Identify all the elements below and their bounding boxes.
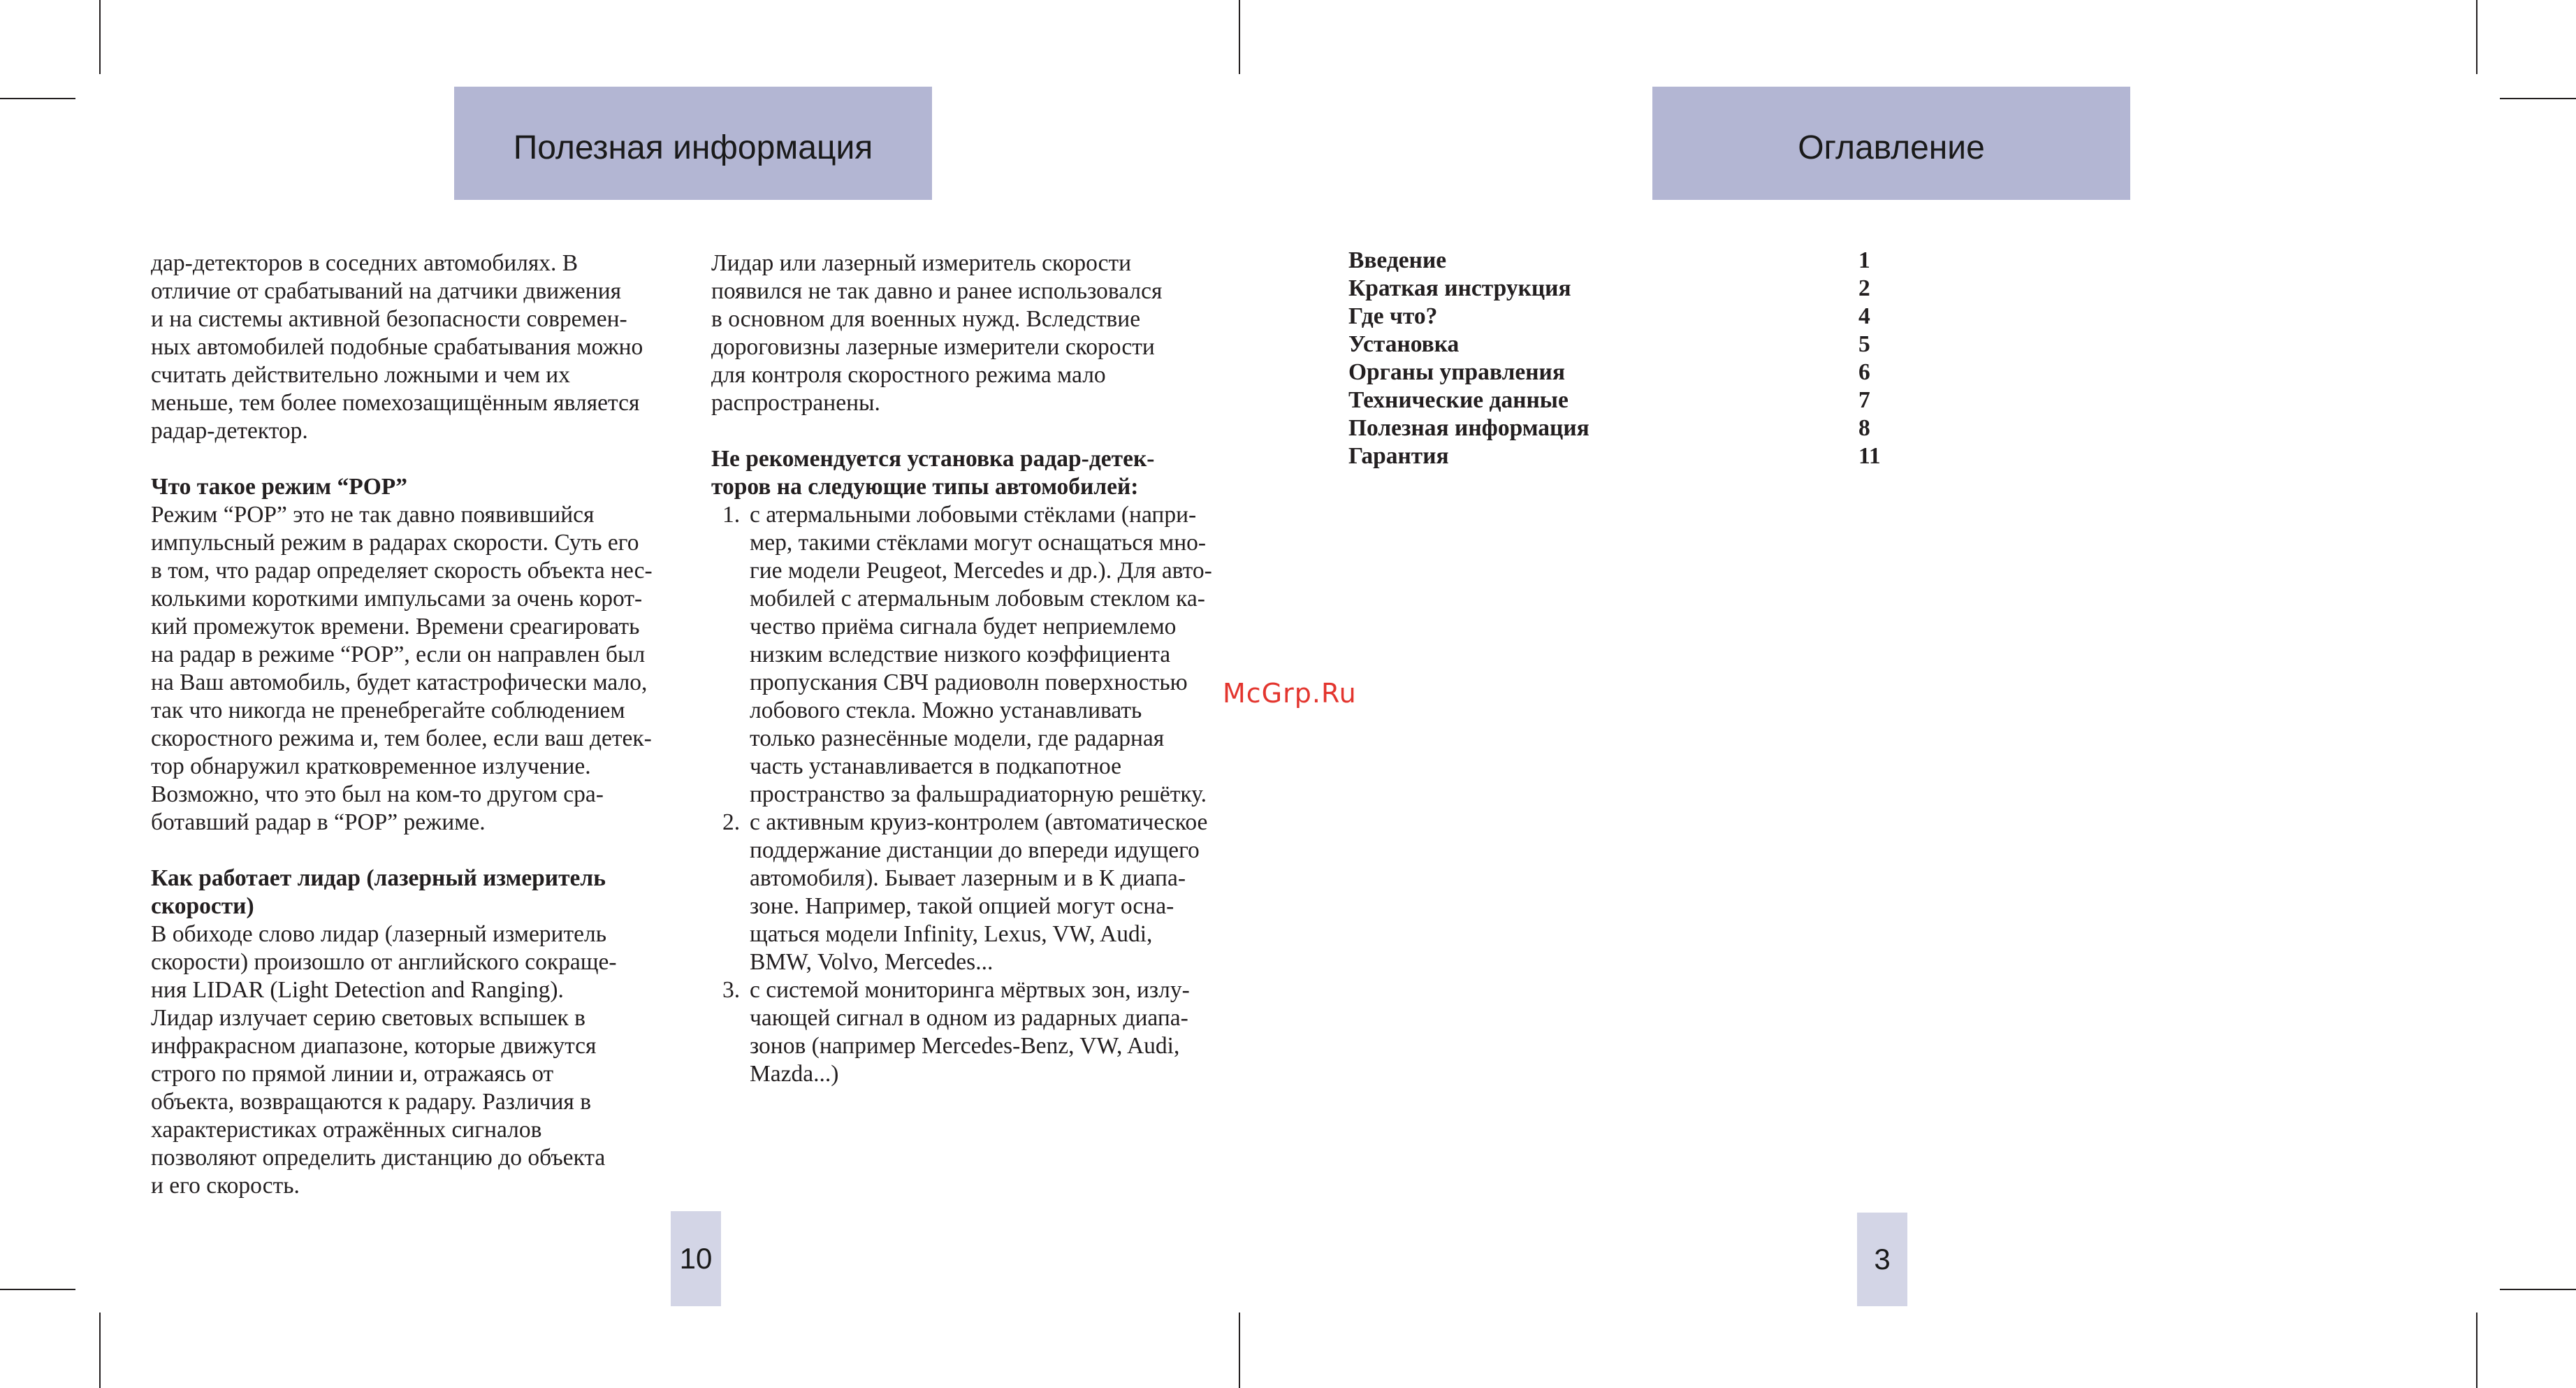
page-number-right (1857, 1213, 1907, 1306)
crop-mark (0, 98, 75, 99)
body-text-line: дороговизны лазерные измерители скорости (711, 334, 1155, 360)
list-item-line: Mazda...) (750, 1061, 839, 1087)
list-item-line: с активным круиз-контролем (автоматическое (750, 809, 1208, 835)
body-text-line: считать действительно ложными и чем их (151, 362, 570, 388)
section-header-title: Полезная информация (513, 129, 873, 166)
toc-entry-title: Органы управления (1348, 359, 1565, 385)
body-text-line: кий промежуток времени. Времени среагировать (151, 614, 640, 639)
list-item-line: мер, такими стёклами могут оснащаться мно- (750, 530, 1207, 556)
crop-mark (99, 0, 101, 74)
body-text-line: ботавший радар в “POP” режиме. (151, 809, 486, 835)
table-of-contents (1348, 247, 1907, 470)
body-text-line: и его скорость. (151, 1173, 300, 1199)
body-text-line: на Ваш автомобиль, будет катастрофически мало, (151, 670, 648, 695)
toc-entry-page: 11 (1858, 443, 1881, 469)
toc-entry (1348, 247, 1907, 275)
body-text-line: В обиходе слово лидар (лазерный измеритель (151, 921, 606, 947)
list-item-number: 1. (722, 502, 741, 528)
crop-mark (2476, 1313, 2477, 1388)
toc-entry (1348, 414, 1907, 442)
list-item-line: автомобиля). Бывает лазерным и в К диапа- (750, 865, 1186, 891)
crop-mark (2500, 98, 2576, 99)
toc-entry (1348, 386, 1907, 414)
warning-heading-line: Не рекомендуется установка радар-детек- (711, 446, 1155, 472)
list-item-line: зонов (например Mercedes-Benz, VW, Audi, (750, 1033, 1180, 1059)
crop-mark (2476, 0, 2477, 74)
body-text-line: характеристиках отражённых сигналов (151, 1117, 542, 1143)
body-text-line: скорости) произошло от английского сокраще- (151, 949, 617, 975)
toc-entry (1348, 442, 1907, 470)
toc-entry-page: 8 (1858, 415, 1870, 441)
body-text-line: Лидар излучает серию световых вспышек в (151, 1005, 585, 1031)
body-text-line: тор обнаружил кратковременное излучение. (151, 753, 591, 779)
watermark: McGrp.Ru (1223, 678, 1357, 709)
list-item-line: BMW, Volvo, Mercedes... (750, 949, 994, 975)
list-item-line: с системой мониторинга мёртвых зон, излу- (750, 977, 1190, 1003)
toc-entry-page: 4 (1858, 303, 1870, 329)
toc-entry (1348, 331, 1907, 359)
section-header (454, 87, 932, 200)
body-text-line: позволяют определить дистанцию до объекта (151, 1145, 606, 1171)
list-item-line: пространство за фальшрадиаторную решётку. (750, 781, 1207, 807)
list-item-line: только разнесённые модели, где радарная (750, 725, 1165, 751)
paragraph-gap (711, 417, 1263, 445)
toc-header-title: Оглавление (1798, 129, 1985, 166)
list-item-number: 2. (722, 809, 741, 835)
lidar-heading-line: Как работает лидар (лазерный измеритель (151, 865, 606, 891)
body-text-line: колькими короткими импульсами за очень корот- (151, 586, 643, 612)
list-item (711, 976, 1263, 1088)
toc-entry-title: Технические данные (1348, 387, 1569, 413)
page-number-right-label: 3 (1874, 1243, 1891, 1275)
text-column-2 (711, 250, 1263, 1088)
list-item-line: с атермальными лобовыми стёклами (напри- (750, 502, 1197, 528)
paragraph-gap (151, 445, 696, 473)
body-text-line: и на системы активной безопасности современ- (151, 306, 627, 332)
body-text-line: так что никогда не пренебрегайте соблюдением (151, 697, 625, 723)
body-text-line: меньше, тем более помехозащищённым является (151, 390, 640, 416)
list-item-line: чающей сигнал в одном из радарных диапа- (750, 1005, 1188, 1031)
body-text-line: отличие от срабатываний на датчики движения (151, 278, 622, 304)
list-item-line: щаться модели Infinity, Lexus, VW, Audi, (750, 921, 1153, 947)
body-text-line: радар-детектор. (151, 418, 308, 444)
crop-mark (1239, 1313, 1240, 1388)
warning-heading-line: торов на следующие типы автомобилей: (711, 474, 1139, 500)
body-text-line: в том, что радар определяет скорость объекта нес- (151, 558, 653, 584)
page-number-left-label: 10 (679, 1242, 713, 1275)
list-item-line: зоне. Например, такой опцией могут осна- (750, 893, 1174, 919)
body-text-line: ния LIDAR (Light Detection and Ranging). (151, 977, 564, 1003)
toc-entry-title: Краткая инструкция (1348, 275, 1571, 301)
body-text-line: распространены. (711, 390, 880, 416)
body-text-line: импульсный режим в радарах скорости. Суть его (151, 530, 639, 556)
toc-entry-title: Полезная информация (1348, 415, 1589, 441)
list-item-line: низким вследствие низкого коэффициента (750, 642, 1171, 667)
list-item-line: лобового стекла. Можно устанавливать (750, 697, 1142, 723)
body-text-line: скоростного режима и, тем более, если ваш детек- (151, 725, 652, 751)
toc-entry-page: 5 (1858, 331, 1870, 357)
toc-entry-page: 6 (1858, 359, 1870, 385)
pop-heading: Что такое режим “POP” (151, 474, 407, 500)
toc-entry-title: Гарантия (1348, 443, 1449, 469)
toc-entry (1348, 359, 1907, 386)
list-item (711, 809, 1263, 976)
body-text-line: в основном для военных нужд. Вследствие (711, 306, 1141, 332)
crop-mark (1239, 0, 1240, 74)
toc-entry-page: 2 (1858, 275, 1870, 301)
toc-entry-page: 1 (1858, 247, 1870, 273)
list-item-line: часть устанавливается в подкапотное (750, 753, 1122, 779)
body-text-line: появился не так давно и ранее использовался (711, 278, 1163, 304)
text-column-1 (151, 250, 696, 1200)
crop-mark (99, 1313, 101, 1388)
body-text-line: Возможно, что это был на ком-то другом сра- (151, 781, 604, 807)
body-text-line: дар-детекторов в соседних автомобилях. В (151, 250, 578, 276)
body-text-line: ных автомобилей подобные срабатывания можно (151, 334, 643, 360)
body-text-line: объекта, возвращаются к радару. Различия в (151, 1089, 592, 1115)
body-text-line: на радар в режиме “POP”, если он направлен был (151, 642, 646, 667)
toc-entry-title: Где что? (1348, 303, 1438, 329)
crop-mark (0, 1289, 75, 1290)
list-item-line: пропускания СВЧ радиоволн поверхностью (750, 670, 1188, 695)
crop-mark (2500, 1289, 2576, 1290)
body-text-line: для контроля скоростного режима мало (711, 362, 1106, 388)
paragraph-gap (151, 837, 696, 865)
list-item-line: мобилей с атермальным лобовым стеклом ка- (750, 586, 1205, 612)
body-text-line: Режим “POP” это не так давно появившийся (151, 502, 595, 528)
toc-entry-page: 7 (1858, 387, 1870, 413)
toc-header (1652, 87, 2130, 200)
body-text-line: строго по прямой линии и, отражаясь от (151, 1061, 554, 1087)
body-text-line: Лидар или лазерный измеритель скорости (711, 250, 1132, 276)
toc-entry (1348, 275, 1907, 303)
list-item-line: поддержание дистанции до впереди идущего (750, 837, 1200, 863)
toc-entry-title: Введение (1348, 247, 1447, 273)
toc-entry (1348, 303, 1907, 331)
list-item-line: гие модели Peugeot, Mercedes и др.). Для авто- (750, 558, 1212, 584)
page-number-left (671, 1211, 721, 1306)
list-item (711, 501, 1263, 809)
toc-entry-title: Установка (1348, 331, 1460, 357)
body-text-line: инфракрасном диапазоне, которые движутся (151, 1033, 597, 1059)
lidar-heading-line: скорости) (151, 893, 254, 919)
list-item-line: чество приёма сигнала будет неприемлемо (750, 614, 1177, 639)
list-item-number: 3. (722, 977, 741, 1003)
